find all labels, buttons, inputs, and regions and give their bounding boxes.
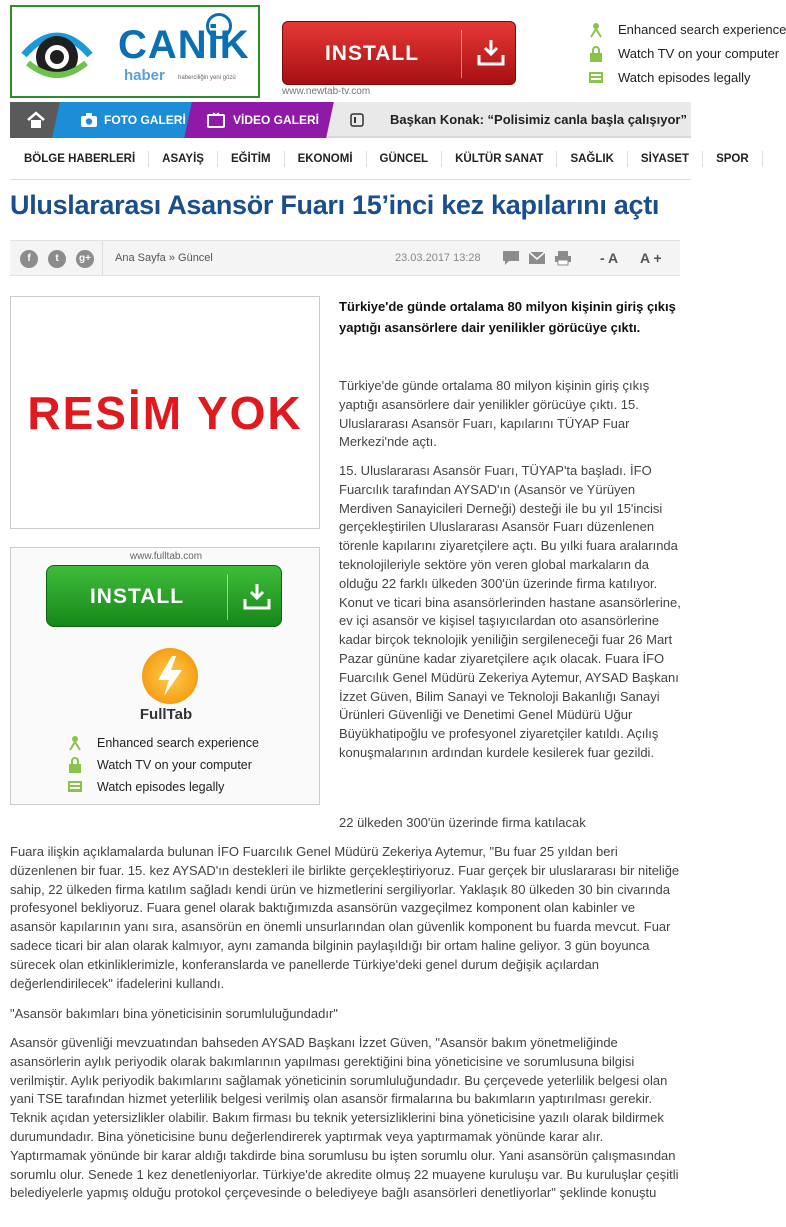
breadcrumb-separator: »	[168, 252, 175, 264]
no-image-placeholder	[27, 385, 303, 441]
tv-icon	[67, 779, 83, 795]
ad-feature-label: Watch TV on your computer	[618, 46, 780, 61]
install-label: INSTALL	[324, 42, 420, 65]
ad-feature-label: Enhanced search experience	[618, 22, 786, 37]
install-label: INSTALL	[89, 585, 185, 608]
ad-feature	[61, 776, 259, 798]
top-ad-banner[interactable]	[280, 14, 786, 100]
category-nav-item[interactable]: GÜNCEL	[367, 151, 443, 167]
install-button-side[interactable]	[46, 565, 282, 627]
ad-feature-label: Watch episodes legally	[618, 70, 751, 85]
category-nav-item[interactable]: KÜLTÜR SANAT	[442, 151, 557, 167]
category-nav-item[interactable]: BÖLGE HABERLERİ	[10, 151, 149, 167]
comment-icon[interactable]	[502, 250, 520, 266]
category-nav	[10, 140, 749, 180]
category-nav-item[interactable]: EKONOMİ	[285, 151, 367, 167]
divider	[227, 574, 228, 620]
email-icon[interactable]	[528, 250, 546, 266]
font-decrease-button[interactable]: - A	[600, 250, 619, 266]
breadcrumb-section[interactable]: Güncel	[178, 252, 213, 264]
article-paragraph: 15. Uluslararası Asansör Fuarı, TÜYAP'ta başladı. İFO Fuarcılık tarafından AYSAD'ın (Asansör ve Yürüyen Merdiven Sanayicileri Derneği) desteği ile bu yıl 15'incisi gerçekleştirilen Uluslararası Asansör Fuarı düzenlenen törenle kapılarını ziyaretçilere açtı. Bu yılki fuara aralarında teknolojileriyle sektöre yön veren global markaların da olduğu 22 farklı ülkeden 300'ün üzerinde firma katılıyor. Konut ve ticari bina asansörlerinden hastane asansörlerine, ev içi asansör ve kişisel taşıyıcılardan oto asansörlerine kadar birçok teknolojik yeniliğin sergileneceği fuar 26 Mart Pazar gününe kadar ziyaretçilere açık olacak. Fuara İFO Fuarcılık Genel Müdürü Zekeriya Aytemur, AYSAD Başkanı İzzet Güven, Bilim Sanayi ve Teknoloji Bakanlığı Sanayi Ürünleri Güvenliği ve Denetimi Genel Müdürü Uğur Büyükhatipoğlu ve profesyonel ziyaretçiler katıldı. Açılış konuşmalarının ardından kurdele kesilerek fuar gezildi.	[339, 463, 681, 760]
article-info-bar	[10, 240, 680, 276]
ad-feature-label: Watch episodes legally	[97, 780, 225, 794]
divider	[102, 241, 103, 275]
news-ticker-icon	[350, 113, 364, 127]
article-paragraph: Asansör güvenliği mevzuatından bahseden AYSAD Başkanı İzzet Güven, "Asansör bakım yönetmeliğinde asansörlerin aylık periyodik olarak bakımlarının yapılması gerektiğini bina yöneticisine ve sorumlusuna bilgisi verilmiştir. Aylık periyodik bakımlarını sağlamak yöneticinin sorumluluğundadır. Bu çerçevede yeterlilik belgesi olan yani TSE tarafından hizmet yeterlilik belgesi verilmiş olan asansör firmalarına bu bakımların yaptırılması gerekir. Teknik açıdan yetersizlikler olabilir. Bakım firması bu teknik yetersizliklerini bina yöneticisine yazılı olarak bildirmek durumundadır. Bina yöneticisine bunu değerlendirerek yaptırmak veya yaptırmamak yönünde karar alır. Yaptırmamak yönünde bir karar aldığı takdirde bina sorumlusu bu işten sorumlu olur. Yani asansörün çalışmasından sorumlu olur. Senede 1 kez denetleniyorlar. Türkiye'de akredite olmuş 22 muayene kuruluşu var. Bu kuruluşlar çeşitli belediyelerle yapmış olduğu protokol çerçevesinde o belediyeye bağlı asansörleri denetliyorlar" şeklinde konuştu	[10, 1035, 679, 1201]
category-nav-item[interactable]: SPOR	[703, 151, 763, 167]
tv-icon	[207, 112, 225, 128]
ad-feature	[61, 732, 259, 754]
article-subheading: "Asansör bakımları bina yöneticisinin sorumluluğundadır"	[10, 1006, 338, 1021]
article-paragraph: Türkiye'de günde ortalama 80 milyon kişinin giriş çıkış yaptığı asansörlere dair yenilikler görücüye çıktı. 15. Uluslararası Asansör Fuarı, kapılarını TÜYAP Fuar Merkezi'nde açtı.	[339, 378, 650, 450]
primary-nav	[10, 102, 691, 138]
search-person-icon	[67, 735, 83, 751]
logo-sub: haber	[124, 67, 165, 84]
twitter-icon[interactable]: t	[48, 250, 66, 268]
side-ad-banner[interactable]	[10, 547, 320, 805]
foto-galeri-tab[interactable]: FOTO GALERİ	[104, 113, 186, 127]
ad-feature-list	[586, 18, 786, 90]
facebook-icon[interactable]: f	[20, 250, 38, 268]
eye-logo-icon	[20, 21, 94, 83]
site-logo[interactable]	[10, 5, 260, 98]
lock-icon	[588, 46, 604, 62]
tv-icon	[588, 70, 604, 86]
ad-feature-label: Watch TV on your computer	[97, 758, 252, 772]
install-button-top[interactable]	[282, 21, 516, 85]
ad-feature	[586, 42, 780, 66]
ad-url: www.newtab-tv.com	[282, 86, 371, 97]
ad-feature	[586, 18, 786, 42]
publish-date: 23.03.2017 13:28	[395, 252, 481, 264]
site-header	[0, 0, 786, 100]
download-icon	[241, 581, 273, 613]
article-paragraph: Fuara ilişkin açıklamalarda bulunan İFO Fuarcılık Genel Müdürü Zekeriya Aytemur, "Bu fuar 25 yıldan beri düzenlenen bir fuar. 15. kez AYSAD'ın destekleri ile birlikte gerçekleştiriyoruz. Fuar gerçek bir uluslararası bir niteliğe sahip, 22 ülkeden firma katılım sağladı kendi ürün ve hizmetlerini sergiliyorlar. Yaklaşık 80 ülkeden 30 bin civarında profesyonel bekliyoruz. Fuara genel olarak baktığımızda asansörün vazgeçilmez komponent olan kabinler ve asansör kapılarının yanı sıra, asansörün en önemli unsurlarından olan güvenlik komponent bu fuarda mevcut. Fuar sadece ticari bir alan olarak kalmıyor, aynı zamanda bilginin paylaşıldığı bir ortam haline geliyor. 3 gün boyunca sürecek olan etkinliklerimizle, konferanslarda ve panellerde Türkiye'deki genel durum değişik açılardan değerlendirilecek" ifadelerini kullandı.	[10, 844, 680, 991]
divider	[461, 30, 462, 78]
ad-feature-label: Enhanced search experience	[97, 736, 259, 750]
breaking-news-link[interactable]: Başkan Konak: “Polisimiz canla başla çalışıyor”	[390, 112, 687, 127]
print-icon[interactable]	[554, 250, 572, 266]
article-subheading: 22 ülkeden 300'ün üzerinde firma katılacak	[339, 815, 586, 830]
search-person-icon	[588, 22, 604, 38]
logo-slogan: haberciliğin yeni gözü	[178, 75, 236, 81]
lightning-icon	[142, 648, 198, 704]
article-lead: Türkiye'de günde ortalama 80 milyon kişinin giriş çıkış yaptığı asansörlere dair yenilikler görücüye çıktı.	[339, 299, 676, 335]
category-nav-item[interactable]: SİYASET	[628, 151, 703, 167]
fulltab-logo-icon	[142, 648, 198, 704]
camera-icon	[80, 112, 98, 128]
ad-feature-list	[61, 732, 259, 798]
no-image-text: RESİM YOK	[27, 387, 303, 439]
breadcrumb-home[interactable]: Ana Sayfa	[115, 252, 166, 264]
article-title: Uluslararası Asansör Fuarı 15’inci kez kapılarını açtı	[10, 190, 660, 220]
category-nav-item[interactable]: ASAYİŞ	[149, 151, 218, 167]
article-image	[10, 296, 320, 529]
ad-url: www.fulltab.com	[129, 551, 203, 562]
category-nav-item[interactable]: EĞİTİM	[218, 151, 285, 167]
home-icon	[26, 111, 46, 129]
font-increase-button[interactable]: A +	[640, 250, 662, 266]
category-nav-item[interactable]: SAĞLIK	[557, 151, 627, 167]
video-galeri-tab[interactable]: VİDEO GALERİ	[233, 113, 320, 127]
breadcrumb	[115, 241, 213, 275]
lock-icon	[67, 757, 83, 773]
google-plus-icon[interactable]: g+	[76, 250, 94, 268]
logo-brand: CANİK	[118, 23, 250, 67]
ad-feature	[586, 66, 751, 90]
fulltab-brand: FullTab	[139, 706, 193, 723]
ad-feature	[61, 754, 259, 776]
download-icon	[475, 37, 507, 69]
